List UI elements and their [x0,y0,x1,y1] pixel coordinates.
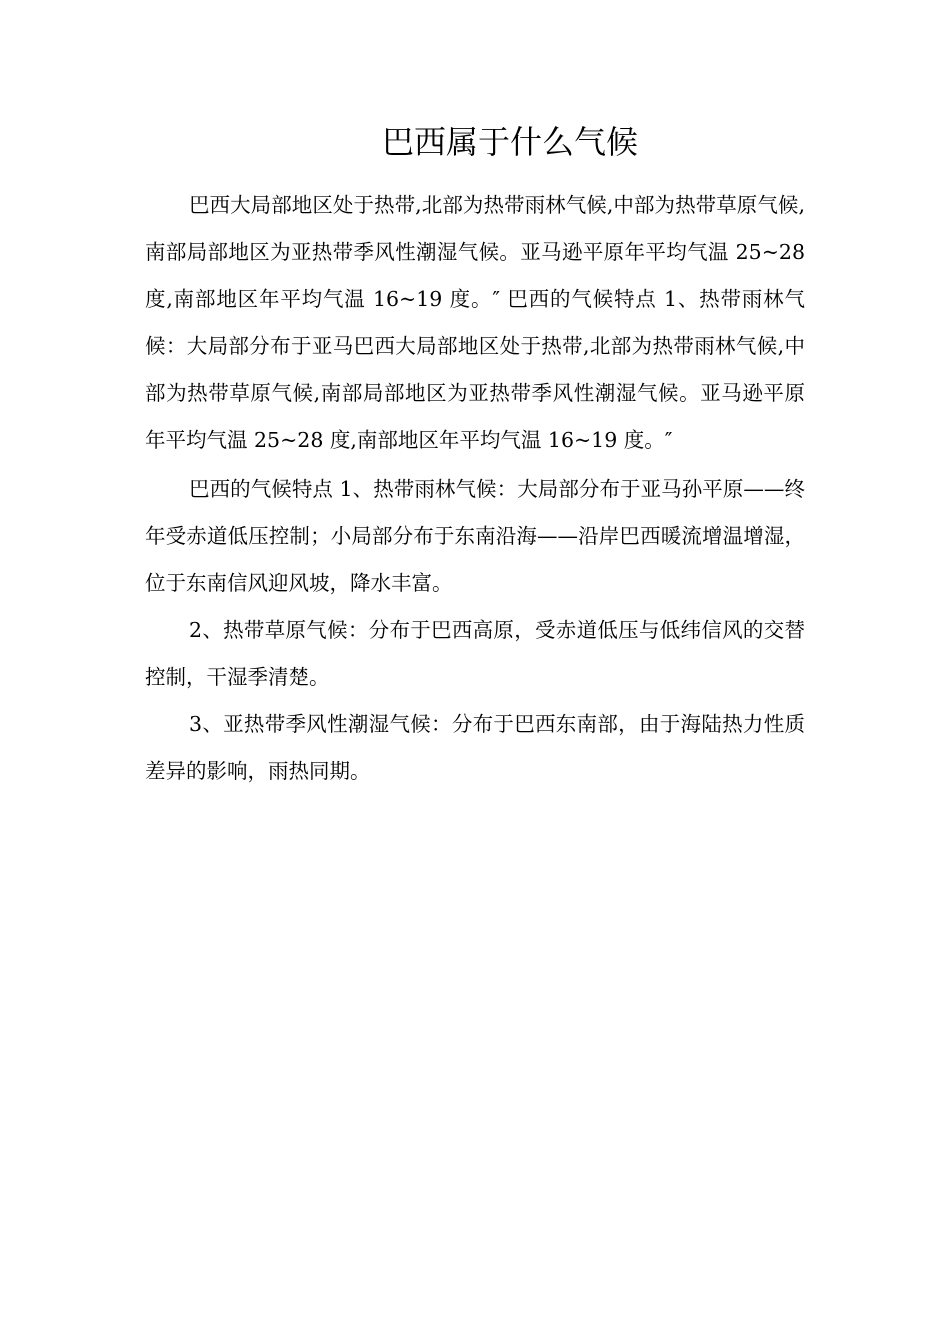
document-title: 巴西属于什么气候 [381,123,638,161]
paragraph-2: 巴西的气候特点 1、热带雨林气候：大局部分布于亚马孙平原——终年受赤道低压控制；小局部分布于东南沿海——沿岸巴西暖流增温增湿，位于东南信风迎风坡，降水丰富。 [145,477,805,595]
document-body [145,182,805,795]
paragraph-4: 3、亚热带季风性潮湿气候：分布于巴西东南部，由于海陆热力性质差异的影响，雨热同期。 [145,712,805,783]
paragraph-3: 2、热带草原气候：分布于巴西高原，受赤道低压与低纬信风的交替控制，干湿季清楚。 [145,618,805,689]
paragraph-1: 巴西大局部地区处于热带,北部为热带雨林气候,中部为热带草原气候,南部局部地区为亚热带季风性潮湿气候。亚马逊平原年平均气温 25~28 度,南部地区年平均气温 16~19 度。″ 巴西的气候特点 1、热带雨林气候：大局部分布于亚马巴西大局部地区处于热带,北部为热带雨林气候,中部为热带草原气候,南部局部地区为亚热带季风性潮湿气候。亚马逊平原年平均气温 25~28 度,南部地区年平均气温 16~19 度。″ [145,193,805,452]
